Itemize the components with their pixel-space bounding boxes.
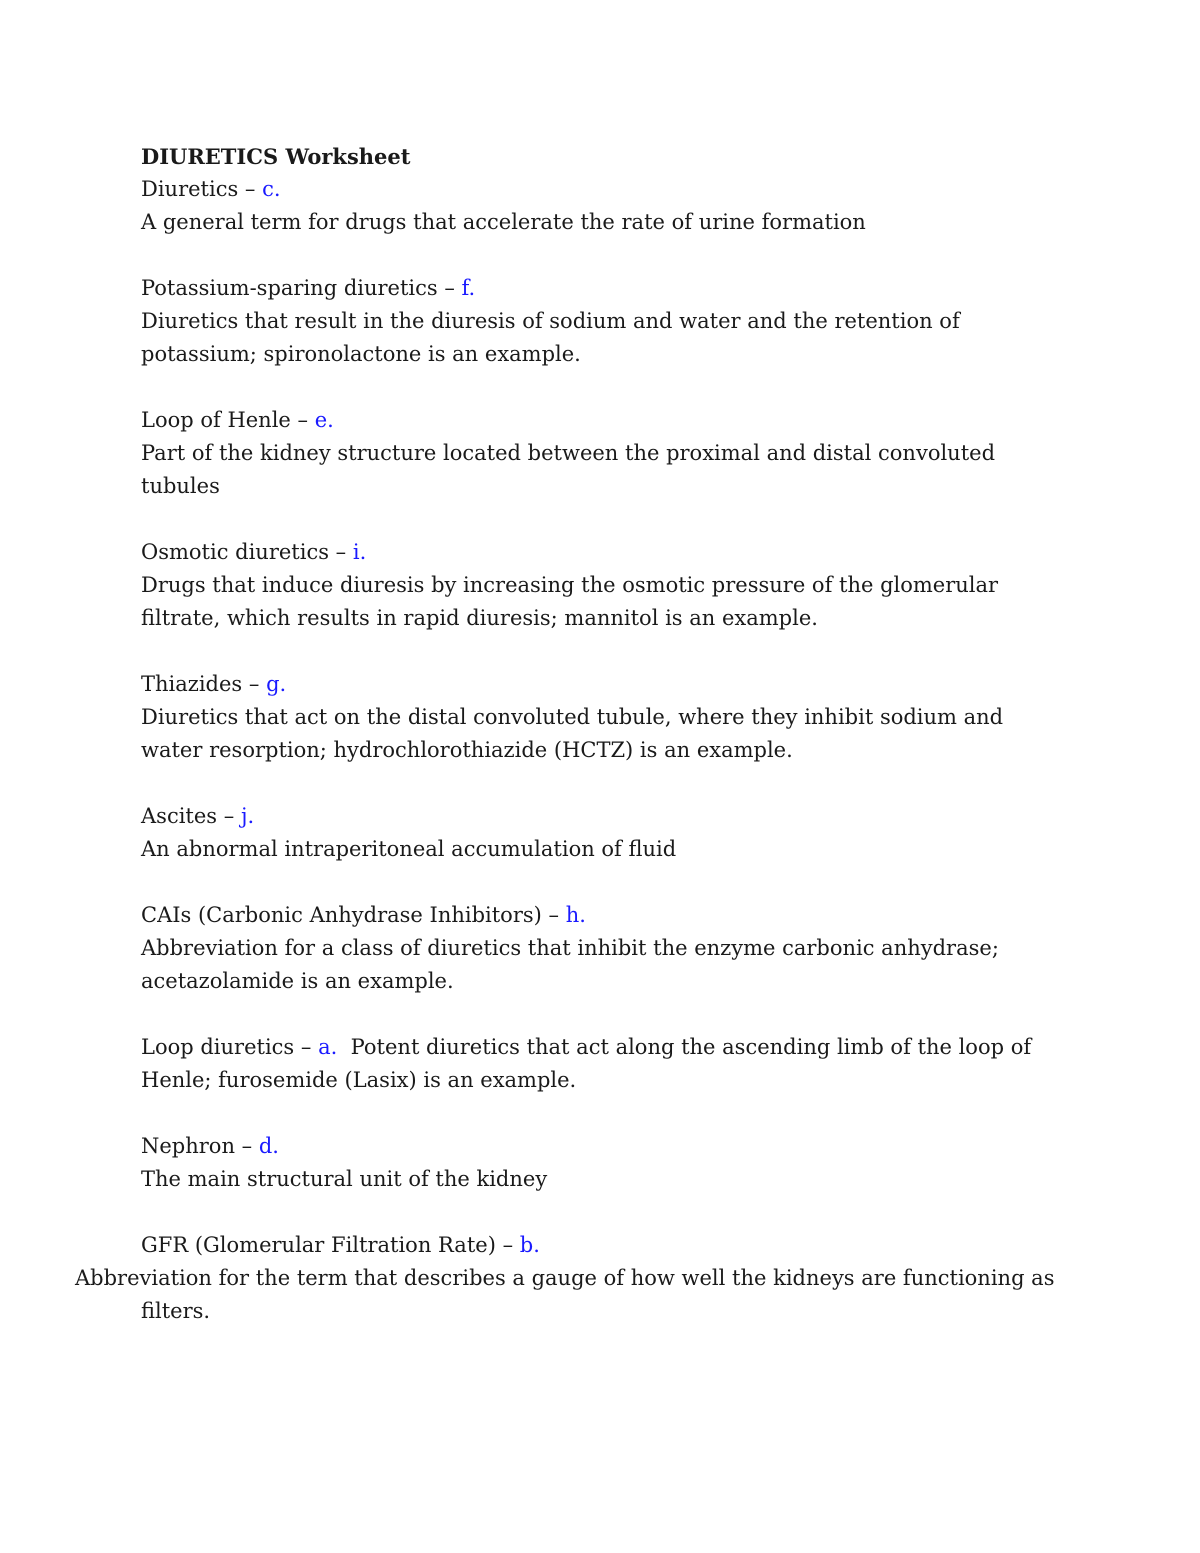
term-line	[141, 173, 1101, 206]
term: CAIs (Carbonic Anhydrase Inhibitors)	[141, 903, 542, 927]
entry-cais	[141, 899, 1101, 998]
definition: An abnormal intraperitoneal accumulation of fluid	[141, 837, 677, 861]
document-body	[75, 140, 1101, 1361]
term-line	[141, 1130, 1101, 1163]
entry-gfr	[75, 1229, 1101, 1328]
answer: g.	[266, 672, 287, 696]
separator: –	[541, 903, 566, 927]
term: Thiazides	[141, 672, 243, 696]
term-line	[141, 899, 1101, 932]
separator: –	[290, 408, 315, 432]
definition: Diuretics that act on the distal convoluted tubule, where they inhibit sodium and water resorption; hydrochlorothiazide (HCTZ) is an example.	[141, 705, 1004, 762]
answer: b.	[519, 1233, 540, 1257]
term: Diuretics	[141, 177, 239, 201]
definition: Drugs that induce diuresis by increasing the osmotic pressure of the glomerular filtrate, which results in rapid diuresis; mannitol is an example.	[141, 573, 999, 630]
answer: d.	[258, 1134, 279, 1158]
answer: h.	[565, 903, 586, 927]
entry-loop-of-henle	[141, 404, 1101, 503]
term-line	[141, 668, 1101, 701]
answer: i.	[352, 540, 367, 564]
separator: –	[437, 276, 462, 300]
separator: –	[329, 540, 353, 564]
entry-loop-diuretics	[141, 1031, 1101, 1097]
term: Potassium-sparing diuretics	[141, 276, 438, 300]
definition: Diuretics that result in the diuresis of sodium and water and the retention of potassium; spironolactone is an example.	[141, 309, 960, 366]
separator: –	[294, 1035, 319, 1059]
answer: e.	[314, 408, 334, 432]
term: Loop of Henle	[141, 408, 291, 432]
answer: a.	[318, 1035, 338, 1059]
definition: Part of the kidney structure located between the proximal and distal convoluted tubules	[141, 441, 996, 498]
term: Loop diuretics	[141, 1035, 295, 1059]
term-line	[141, 404, 1101, 437]
entry-diuretics	[141, 173, 1101, 239]
definition: The main structural unit of the kidney	[141, 1167, 548, 1191]
answer: f.	[461, 276, 476, 300]
term-line	[141, 272, 1101, 305]
term-line	[141, 1229, 1101, 1262]
separator: –	[217, 804, 241, 828]
term: Osmotic diuretics	[141, 540, 329, 564]
entry-osmotic-diuretics	[141, 536, 1101, 635]
definition: Potent diuretics that act along the ascending limb of the loop of Henle; furosemide (Lasix) is an example.	[141, 1035, 1032, 1092]
worksheet-title: DIURETICS Worksheet	[141, 144, 411, 169]
entry-nephron	[141, 1130, 1101, 1196]
definition-line-2: filters.	[141, 1299, 211, 1323]
separator: –	[234, 1134, 259, 1158]
term-line	[141, 1031, 1041, 1097]
separator: –	[242, 672, 267, 696]
term: GFR (Glomerular Filtration Rate)	[141, 1233, 496, 1257]
definition: Abbreviation for a class of diuretics that inhibit the enzyme carbonic anhydrase; acetazolamide is an example.	[141, 936, 999, 993]
answer: j.	[240, 804, 255, 828]
separator: –	[238, 177, 263, 201]
entry-ascites	[141, 800, 1101, 866]
answer: c.	[262, 177, 281, 201]
term-line	[141, 536, 1101, 569]
separator: –	[495, 1233, 520, 1257]
entry-thiazides	[141, 668, 1101, 767]
term: Ascites	[141, 804, 218, 828]
term-line	[141, 800, 1101, 833]
entry-potassium-sparing-diuretics	[141, 272, 1101, 371]
definition-line-1: Abbreviation for the term that describes a gauge of how well the kidneys are functioning as	[75, 1266, 1055, 1290]
definition	[75, 1262, 1101, 1328]
term: Nephron	[141, 1134, 235, 1158]
definition: A general term for drugs that accelerate the rate of urine formation	[141, 210, 866, 234]
